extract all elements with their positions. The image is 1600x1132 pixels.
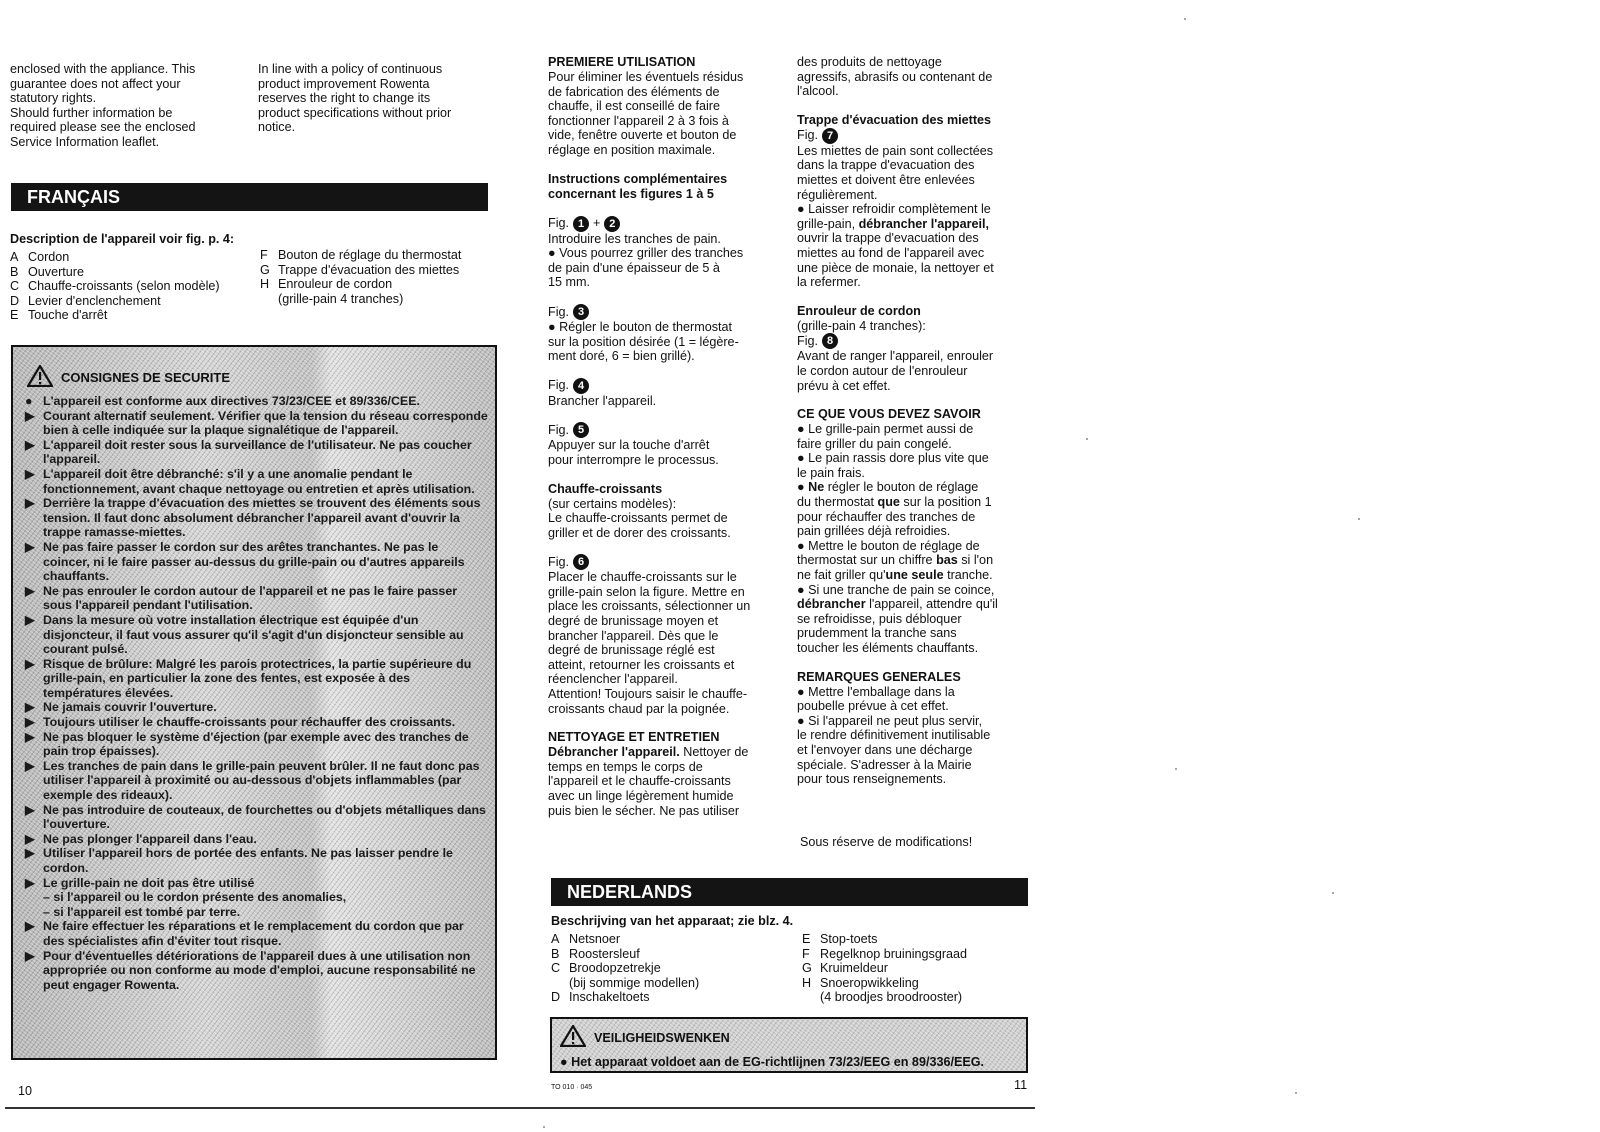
fig-5-text: Appuyer sur la touche d'arrêt pour interrompre le processus. [548,438,719,467]
safety-item: ▶ Risque de brûlure: Malgré les parois protectrices, la partie supérieure du grille-pain, en particulier la zone des fentes, est exposée à des températures élevées. [25,656,472,700]
scan-speck [1184,18,1186,20]
fig-4-label: Fig. 4 [548,378,788,394]
nettoyage-text: Débrancher l'appareil. Nettoyer de temps en temps le corps de l'appareil et le chauffe-croissants avec un linge légèrement humide puis bien le sécher. Ne pas utiliser [548,745,749,818]
safety-item: ▶ L'appareil doit rester sous la surveillance de l'utilisateur. Ne pas coucher l'appareil. [25,437,472,467]
part-item: A Netsnoer [551,932,621,946]
safety-item: ▶ Derrière la trappe d'évacuation des miettes se trouvent des éléments sous tension. Il faut donc absolument débrancher l'appareil avant d'ouvrir la trappe ramasse-miettes. [25,496,481,540]
part-item: H Enrouleur de cordon [260,277,393,292]
nederlands-parts-left [551,932,796,1005]
premiere-title: PREMIERE UTILISATION [548,55,696,69]
trappe-title: Trappe d'évacuation des miettes [797,112,992,127]
veiligheidswenken-title: VEILIGHEIDSWENKEN [560,1025,730,1050]
part-item: B Ouverture [10,264,84,279]
scan-speck [1175,768,1177,770]
chauffe-subtitle: (sur certains modèles): [548,496,677,511]
nettoyage-continued: des produits de nettoyage agressifs, abrasifs ou contenant de l'alcool. [797,55,993,99]
safety-item: ▶ Ne faire effectuer les réparations et le remplacement du cordon que par des spécialistes afin d'éviter tout risque. [25,919,464,948]
fig-1-2-text: Introduire les tranches de pain. ● Vous pourrez griller des tranches de pain d'une épaisseur de 5 à 15 mm. [548,231,744,290]
chauffe-text: Le chauffe-croissants permet de griller et de dorer des croissants. [548,511,731,540]
english-policy-text: In line with a policy of continuous product improvement Rowenta reserves the right to change its product specifications without prior notice. [258,62,452,135]
francais-banner: FRANÇAIS [11,183,488,211]
enrouleur-text: Avant de ranger l'appareil, enrouler le cordon autour de l'enrouleur prévu à cet effet. [797,349,994,393]
veiligheidswenken-line: ● Het apparaat voldoet aan de EG-richtlijnen 73/23/EEG en 89/336/EEG. [560,1055,985,1069]
scan-speck [1358,518,1360,520]
part-item: (bij sommige modellen) [569,975,700,990]
trappe-text: Les miettes de pain sont collectées dans la trappe d'evacuation des miettes et doivent être enlevées régulièrement. [797,143,994,202]
trappe-bullet: ● Laisser refroidir complètement le grille-pain, débrancher l'appareil, ouvrir la trappe d'evacuation des miettes au fond de l'appareil avec une pièce de monaie, la nettoyer et la refermer. [797,202,994,290]
part-item: F Regelknop bruiningsgraad [802,946,968,961]
document-code: TO 010 · 045 [551,1084,593,1091]
safety-item: ▶ Pour d'éventuelles détériorations de l'appareil dues à une utilisation non appropriée ou non conforme au mode d'emploi, aucune responsabilité ne peut engager Rowenta. [25,948,476,992]
part-item: D Levier d'enclenchement [10,293,161,308]
column-3 [548,55,788,818]
nederlands-description-title: Beschrijving van het apparaat; zie blz. 4. [551,914,794,928]
safety-item: ▶ Le grille-pain ne doit pas être utilisé – si l'appareil ou le cordon présente des anomalies, – si l'appareil est tombé par terre. [25,875,347,919]
savoir-item: ● Le grille-pain permet aussi de faire griller du pain congelé. [797,422,974,451]
safety-list [23,394,488,992]
part-item: G Trappe d'évacuation des miettes [260,262,460,277]
fig-5-label: Fig. 5 [548,422,788,438]
safety-item: ▶ Toujours utiliser le chauffe-croissants pour réchauffer des croissants. [25,715,456,730]
safety-item: ▶ Les tranches de pain dans le grille-pain peuvent brûler. Il ne faut donc pas utiliser l'appareil à proximité ou au-dessous d'objets inflammables (par exemple des rideaux). [25,758,480,803]
english-guarantee-text: enclosed with the appliance. This guarantee does not affect your statutory rights. Should further information be required please see the enclosed Service Information leaflet. [10,62,196,149]
chauffe-title: Chauffe-croissants [548,481,663,496]
fig-4-text: Brancher l'appareil. [548,393,657,408]
page-number-left: 10 [18,1084,33,1098]
safety-item: ● L'appareil est conforme aux directives 73/23/CEE et 89/336/CEE. [25,394,420,408]
safety-item: ▶ Ne pas bloquer le système d'éjection (par exemple avec des tranches de pain trop épaisses). [25,729,469,759]
fig-6-text: Placer le chauffe-croissants sur le grille-pain selon la figure. Mettre en place les croissants, sélectionner un degré de brunissage moyen et brancher l'appareil. Dès que le degré de brunissage réglé est atteint, retourner les croissants et réenclencher l'appareil. Attention! Toujours saisir le chauffe- croissants chaud par la poignée. [548,570,751,716]
instructions-title: Instructions complémentaires concernant les figures 1 à 5 [548,171,728,201]
savoir-item: ● Mettre le bouton de réglage de thermostat sur un chiffre bas si l'on ne fait griller qu'une seule tranche. [797,538,994,583]
francais-parts-left [10,250,260,323]
column-4 [797,55,1032,787]
part-item: H Snoeropwikkeling [802,975,919,990]
part-item: (grille-pain 4 tranches) [278,291,404,306]
part-item: (4 broodjes broodrooster) [820,990,963,1005]
veiligheidswenken-box [550,1017,1028,1073]
nederlands-parts-right [802,932,1032,1005]
premiere-text: Pour éliminer les éventuels résidus de fabrication des éléments de chauffe, il est conseillé de faire fonctionner l'appareil 2 à 3 fois à vide, fenêtre ouverte et bouton de réglage en position maximale. [548,70,744,157]
part-item: G Kruimeldeur [802,961,888,976]
part-item: C Broodopzetrekje [551,961,661,976]
scan-speck [1295,1092,1297,1094]
bottom-rule [5,1107,1035,1109]
fig-3-text: ● Régler le bouton de thermostat sur la position désirée (1 = légère- ment doré, 6 = bien grillé). [548,319,739,364]
enrouleur-title: Enrouleur de cordon [797,303,921,318]
fig-7-label: Fig. 7 [797,128,1032,144]
francais-parts-right [260,248,500,306]
part-item: C Chauffe-croissants (selon modèle) [10,279,220,294]
part-item: B Roostersleuf [551,946,640,961]
safety-item: ▶ Ne jamais couvrir l'ouverture. [25,700,217,715]
scan-speck [1086,438,1088,440]
fig-6-label: Fig. 6 [548,554,788,570]
nederlands-banner: NEDERLANDS [551,878,1028,906]
part-item: E Stop-toets [802,932,878,946]
safety-item: ▶ Dans la mesure où votre installation électrique est équipée d'un disjoncteur, il faut vous assurer qu'il s'agit d'un disjoncteur sensible au courant pulsé. [25,612,464,657]
warning-triangle-icon [27,365,53,390]
scan-speck [1332,892,1334,894]
warning-triangle-icon [560,1025,586,1050]
part-item: D Inschakeltoets [551,990,650,1005]
savoir-item: ● Ne régler le bouton de réglage du thermostat que sur la position 1 pour réchauffer des tranches de pain grillées déjà refroidies. [797,480,992,539]
safety-box [11,345,497,1060]
fig-1-2-label: Fig. 1 + 2 [548,216,788,232]
scan-speck [543,1126,545,1128]
part-item: A Cordon [10,250,70,264]
fig-8-label: Fig. 8 [797,333,1032,349]
remarques-item: ● Si l'appareil ne peut plus servir, le rendre définitivement inutilisable et l'envoyer dans une décharge spéciale. S'adresser à la Mairie pour tous renseignements. [797,713,991,787]
savoir-item: ● Le pain rassis dore plus vite que le pain frais. [797,451,989,480]
savoir-title: CE QUE VOUS DEVEZ SAVOIR [797,407,981,422]
safety-item: ▶ Utiliser l'appareil hors de portée des enfants. Ne pas laisser pendre le cordon. [25,846,453,875]
safety-title: CONSIGNES DE SECURITE [27,365,230,390]
francais-description-title: Description de l'appareil voir fig. p. 4: [10,232,235,246]
enrouleur-subtitle: (grille-pain 4 tranches): [797,318,926,333]
savoir-item: ● Si une tranche de pain se coince, débrancher l'appareil, attendre qu'il se refroidisse, puis débloquer prudemment la tranche sans toucher les éléments chauffants. [797,582,998,655]
remarques-item: ● Mettre l'emballage dans la poubelle prévue à cet effet. [797,684,955,714]
safety-item: ▶ Courant alternatif seulement. Vérifier que la tension du réseau corresponde bien à celle indiquée sur la plaque signalétique de l'appareil. [25,408,488,438]
page-number-right: 11 [1014,1078,1028,1092]
part-item: E Touche d'arrêt [10,308,108,323]
remarques-title: REMARQUES GENERALES [797,669,961,684]
fig-3-label: Fig. 3 [548,304,788,320]
nettoyage-title: NETTOYAGE ET ENTRETIEN [548,730,720,745]
safety-item: ▶ Ne pas faire passer le cordon sur des arêtes tranchantes. Ne pas le coincer, ni le faire passer au-dessus du grille-pain ou d'autres appareils chauffants. [25,539,465,584]
safety-item: ▶ Ne pas enrouler le cordon autour de l'appareil et ne pas le faire passer sous l'appareil pendant l'utilisation. [25,583,458,613]
reserve-text: Sous réserve de modifications! [800,835,973,849]
safety-item: ▶ Ne pas introduire de couteaux, de fourchettes ou d'objets métalliques dans l'ouverture. [25,802,486,832]
part-item: F Bouton de réglage du thermostat [260,248,462,262]
safety-item: ▶ L'appareil doit être débranché: s'il y a une anomalie pendant le fonctionnement, avant chaque nettoyage ou entretien et après utilisation. [25,466,475,496]
safety-item: ▶ Ne pas plonger l'appareil dans l'eau. [25,831,257,846]
